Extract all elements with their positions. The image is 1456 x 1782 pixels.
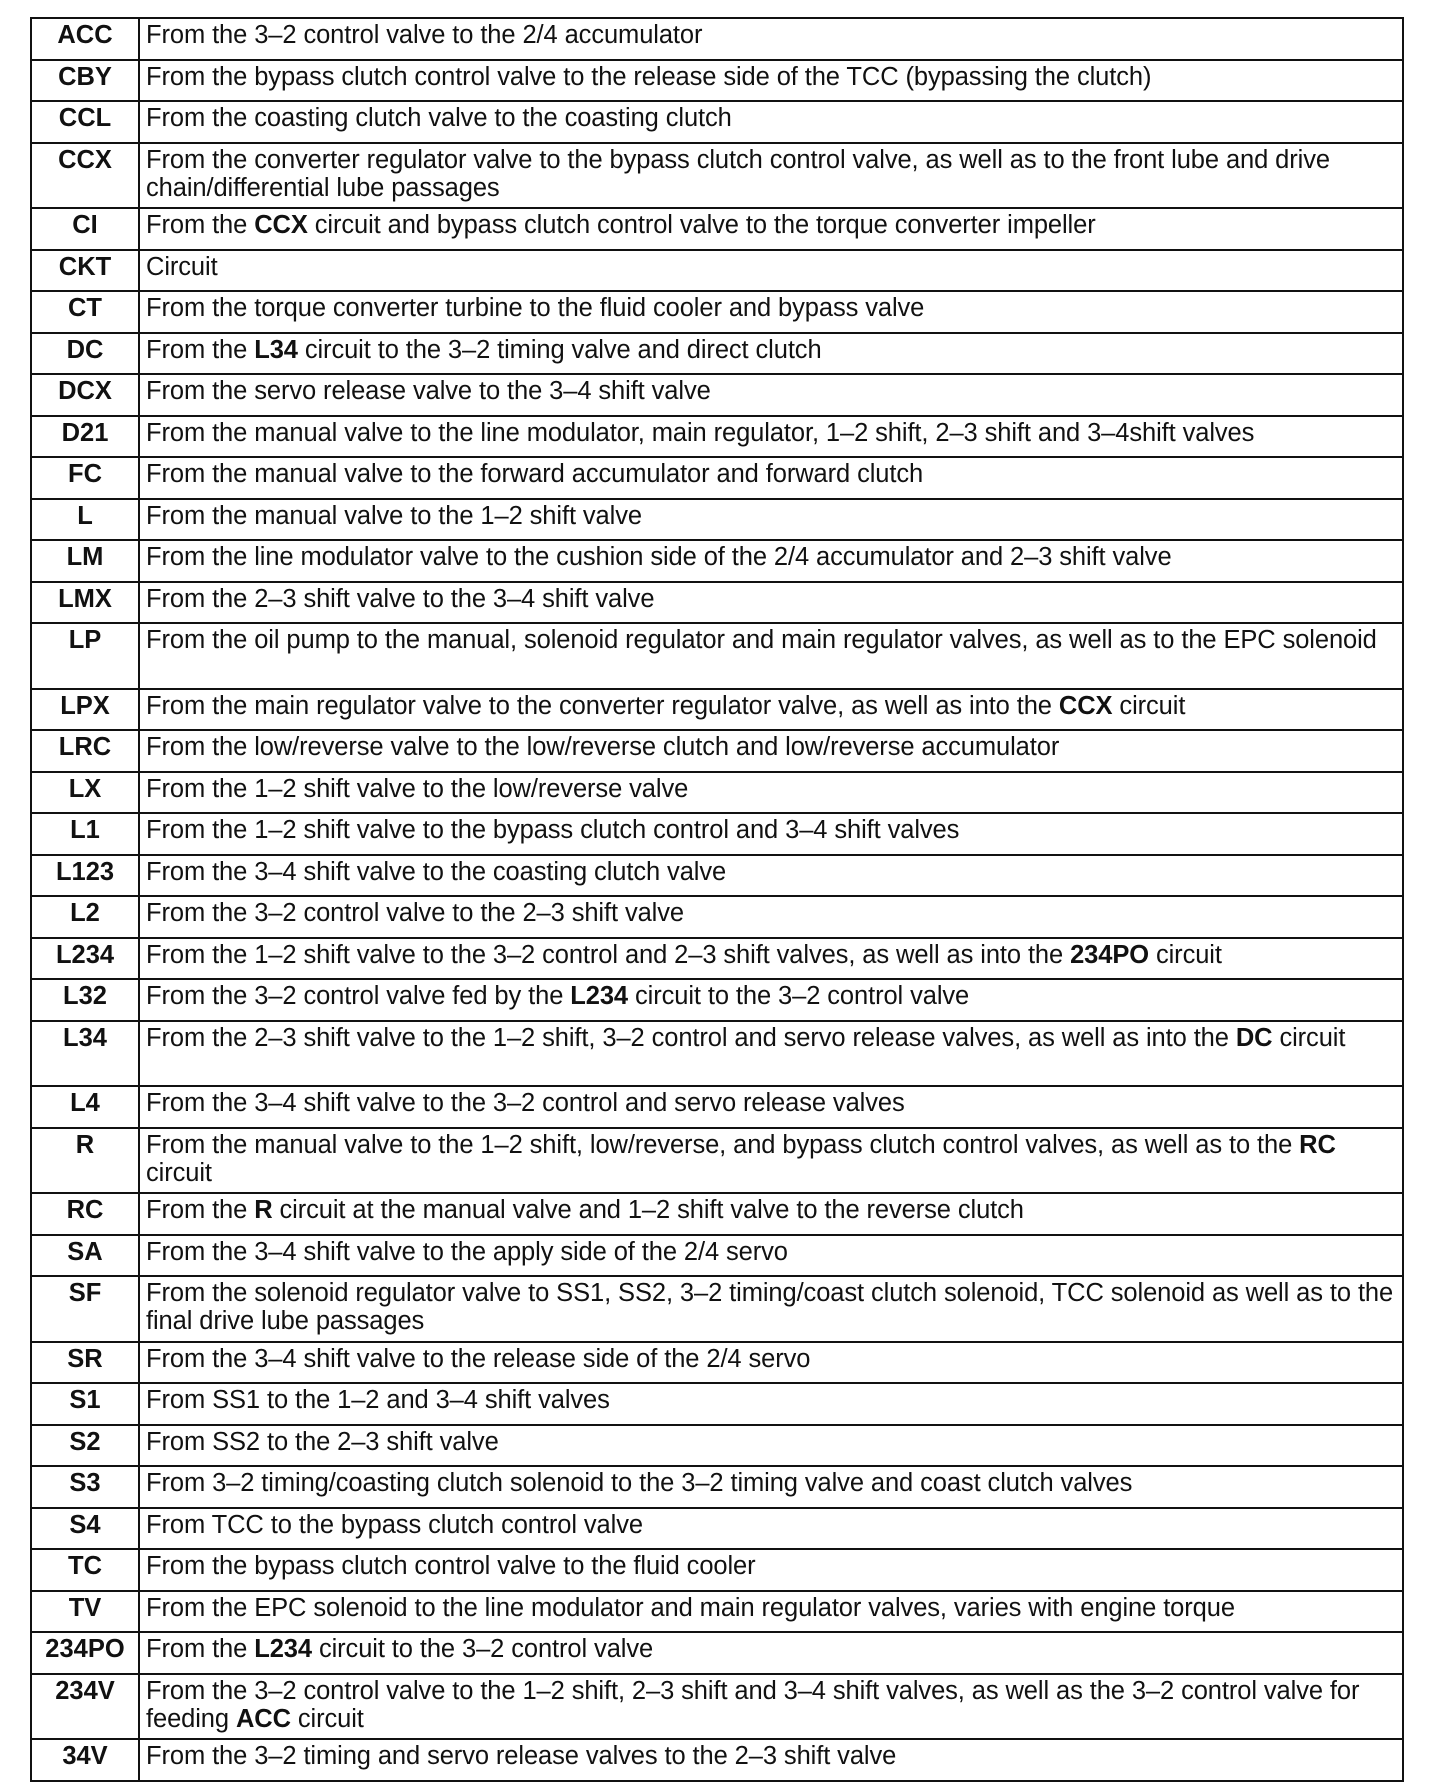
circuit-code: D21 <box>31 416 139 458</box>
table-row <box>31 1086 1403 1128</box>
circuit-description <box>139 291 1403 333</box>
circuit-description <box>139 1739 1403 1781</box>
circuit-description <box>139 333 1403 375</box>
circuit-code: CCL <box>31 101 139 143</box>
table-row <box>31 979 1403 1021</box>
abbreviation-table-container <box>30 17 1404 1782</box>
description-text: circuit <box>1272 1023 1346 1052</box>
circuit-code: SA <box>31 1235 139 1277</box>
circuit-description <box>139 855 1403 897</box>
table-row <box>31 1549 1403 1591</box>
bold-circuit-reference: ACC <box>235 1704 291 1733</box>
description-text: From the oil pump to the manual, solenoid regulator and main regulator valves, as well as to the EPC solenoid <box>146 626 1377 654</box>
description-text: From the bypass clutch control valve to the release side of the TCC (bypassing the clutch) <box>146 62 1152 91</box>
description-text: From the converter regulator valve to the bypass clutch control valve, as well as to the front lube and drive chain/differential lube passages <box>146 145 1330 202</box>
circuit-code: L <box>31 499 139 541</box>
circuit-code: L1 <box>31 813 139 855</box>
circuit-description <box>139 1021 1403 1087</box>
table-row <box>31 1508 1403 1550</box>
description-text: circuit <box>146 1158 212 1187</box>
description-text: From the <box>146 211 255 239</box>
table-row <box>31 250 1403 292</box>
circuit-description <box>139 60 1403 102</box>
description-text: From the bypass clutch control valve to the fluid cooler <box>146 1552 756 1580</box>
circuit-description <box>139 582 1403 624</box>
circuit-description <box>139 730 1403 772</box>
circuit-description <box>139 416 1403 458</box>
circuit-description <box>139 101 1403 143</box>
circuit-code: L4 <box>31 1086 139 1128</box>
table-row <box>31 1128 1403 1194</box>
bold-circuit-reference: L234 <box>254 1635 312 1663</box>
circuit-code: SR <box>31 1342 139 1384</box>
table-row <box>31 291 1403 333</box>
table-row <box>31 1021 1403 1087</box>
table-row <box>31 457 1403 499</box>
description-text: From the 3–2 control valve to the 2/4 accumulator <box>146 21 703 49</box>
circuit-description <box>139 250 1403 292</box>
table-row <box>31 499 1403 541</box>
circuit-description <box>139 1276 1403 1342</box>
circuit-description <box>139 1342 1403 1384</box>
table-row <box>31 1235 1403 1277</box>
circuit-code: DC <box>31 333 139 375</box>
table-row <box>31 1193 1403 1235</box>
circuit-code: S2 <box>31 1425 139 1467</box>
circuit-description <box>139 896 1403 938</box>
table-row <box>31 813 1403 855</box>
table-row <box>31 689 1403 731</box>
table-row <box>31 938 1403 980</box>
circuit-code: ACC <box>31 18 139 60</box>
description-text: From the line modulator valve to the cushion side of the 2/4 accumulator and 2–3 shift valve <box>146 543 1172 571</box>
circuit-description <box>139 1508 1403 1550</box>
table-row <box>31 1632 1403 1674</box>
description-text: circuit to the 3–2 control valve <box>311 1635 654 1663</box>
description-text: From the 3–2 control valve to the 2–3 shift valve <box>146 899 684 927</box>
circuit-description <box>139 938 1403 980</box>
description-text: From the <box>146 1635 255 1663</box>
circuit-code: L32 <box>31 979 139 1021</box>
circuit-description <box>139 1235 1403 1277</box>
description-text: From the coasting clutch valve to the coasting clutch <box>146 104 732 132</box>
circuit-code: CKT <box>31 250 139 292</box>
description-text: From the 2–3 shift valve to the 1–2 shift, 3–2 control and servo release valves, as well as into the <box>146 1023 1236 1052</box>
description-text: From the 3–2 control valve fed by the <box>146 982 571 1010</box>
circuit-code: 34V <box>31 1739 139 1781</box>
bold-circuit-reference: CCX <box>254 211 308 239</box>
description-text: From the 3–4 shift valve to the apply side of the 2/4 servo <box>146 1237 788 1266</box>
circuit-code: TV <box>31 1591 139 1633</box>
circuit-description <box>139 1591 1403 1633</box>
description-text: From the <box>146 335 255 364</box>
description-text: From the solenoid regulator valve to SS1, SS2, 3–2 timing/coast clutch solenoid, TCC solenoid as well as to the final drive lube passages <box>146 1279 1394 1335</box>
circuit-code: RC <box>31 1193 139 1235</box>
bold-circuit-reference: R <box>254 1196 273 1224</box>
description-text: circuit at the manual valve and 1–2 shift valve to the reverse clutch <box>272 1196 1024 1224</box>
description-text: From the manual valve to the 1–2 shift, low/reverse, and bypass clutch control valves, as well as to the <box>146 1130 1300 1159</box>
description-text: From SS2 to the 2–3 shift valve <box>146 1427 499 1456</box>
circuit-description <box>139 1674 1403 1740</box>
description-text: circuit <box>290 1704 364 1733</box>
circuit-description <box>139 623 1403 689</box>
description-text: From the low/reverse valve to the low/reverse clutch and low/reverse accumulator <box>146 733 1060 761</box>
circuit-description <box>139 208 1403 250</box>
description-text: From the 1–2 shift valve to the low/reverse valve <box>146 774 689 803</box>
circuit-description <box>139 1383 1403 1425</box>
circuit-abbreviation-table <box>30 17 1404 1782</box>
circuit-description <box>139 1549 1403 1591</box>
circuit-code: LPX <box>31 689 139 731</box>
description-text: From the 2–3 shift valve to the 3–4 shift valve <box>146 584 655 613</box>
circuit-code: L123 <box>31 855 139 897</box>
description-text: circuit to the 3–2 control valve <box>628 982 970 1010</box>
circuit-description <box>139 813 1403 855</box>
bold-circuit-reference: CCX <box>1058 691 1113 720</box>
description-text: From the manual valve to the forward accumulator and forward clutch <box>146 460 924 488</box>
description-text: From the EPC solenoid to the line modulator and main regulator valves, varies with engine torque <box>146 1593 1235 1622</box>
circuit-code: L234 <box>31 938 139 980</box>
circuit-code: R <box>31 1128 139 1194</box>
circuit-code: LX <box>31 772 139 814</box>
circuit-code: 234PO <box>31 1632 139 1674</box>
circuit-description <box>139 689 1403 731</box>
circuit-description <box>139 1632 1403 1674</box>
table-row <box>31 18 1403 60</box>
circuit-code: LM <box>31 540 139 582</box>
description-text: From the 1–2 shift valve to the 3–2 control and 2–3 shift valves, as well as into the <box>146 940 1071 969</box>
circuit-description <box>139 457 1403 499</box>
description-text: From the 1–2 shift valve to the bypass clutch control and 3–4 shift valves <box>146 816 960 844</box>
table-row <box>31 101 1403 143</box>
bold-circuit-reference: L234 <box>570 982 628 1010</box>
description-text: circuit <box>1148 940 1222 969</box>
circuit-code: CBY <box>31 60 139 102</box>
circuit-code: TC <box>31 1549 139 1591</box>
table-row <box>31 1466 1403 1508</box>
table-row <box>31 1739 1403 1781</box>
description-text: From the main regulator valve to the converter regulator valve, as well as into the <box>146 691 1059 720</box>
description-text: circuit <box>1112 691 1186 720</box>
circuit-code: L34 <box>31 1021 139 1087</box>
circuit-code: CCX <box>31 143 139 209</box>
circuit-description <box>139 18 1403 60</box>
table-row <box>31 1425 1403 1467</box>
circuit-description <box>139 1086 1403 1128</box>
circuit-code: S4 <box>31 1508 139 1550</box>
table-row <box>31 623 1403 689</box>
table-row <box>31 855 1403 897</box>
table-row <box>31 540 1403 582</box>
circuit-code: LP <box>31 623 139 689</box>
circuit-code: FC <box>31 457 139 499</box>
table-row <box>31 1674 1403 1740</box>
circuit-code: LMX <box>31 582 139 624</box>
circuit-description <box>139 1425 1403 1467</box>
table-row <box>31 374 1403 416</box>
circuit-description <box>139 979 1403 1021</box>
description-text: From SS1 to the 1–2 and 3–4 shift valves <box>146 1386 610 1414</box>
table-row <box>31 1342 1403 1384</box>
table-row <box>31 582 1403 624</box>
bold-circuit-reference: L34 <box>254 335 298 364</box>
table-row <box>31 333 1403 375</box>
circuit-description <box>139 374 1403 416</box>
table-row <box>31 143 1403 209</box>
table-row <box>31 896 1403 938</box>
description-text: From the 3–2 timing and servo release valves to the 2–3 shift valve <box>146 1742 897 1770</box>
description-text: From the servo release valve to the 3–4 shift valve <box>146 377 711 405</box>
description-text: From the <box>146 1196 255 1224</box>
description-text: From the 3–4 shift valve to the coasting clutch valve <box>146 857 727 886</box>
circuit-description <box>139 499 1403 541</box>
circuit-description <box>139 1466 1403 1508</box>
circuit-description <box>139 772 1403 814</box>
description-text: From the 3–4 shift valve to the release side of the 2/4 servo <box>146 1344 811 1373</box>
table-row <box>31 208 1403 250</box>
circuit-description <box>139 1193 1403 1235</box>
table-body <box>31 18 1403 1781</box>
circuit-code: S3 <box>31 1466 139 1508</box>
description-text: From 3–2 timing/coasting clutch solenoid to the 3–2 timing valve and coast clutch valves <box>146 1469 1133 1497</box>
table-row <box>31 416 1403 458</box>
description-text: From the torque converter turbine to the fluid cooler and bypass valve <box>146 294 925 322</box>
description-text: From the manual valve to the 1–2 shift valve <box>146 501 642 530</box>
circuit-code: CI <box>31 208 139 250</box>
description-text: Circuit <box>146 252 218 281</box>
table-row <box>31 1276 1403 1342</box>
table-row <box>31 730 1403 772</box>
circuit-code: 234V <box>31 1674 139 1740</box>
description-text: circuit to the 3–2 timing valve and direct clutch <box>297 335 822 364</box>
circuit-code: CT <box>31 291 139 333</box>
bold-circuit-reference: RC <box>1299 1130 1336 1159</box>
circuit-code: L2 <box>31 896 139 938</box>
circuit-code: LRC <box>31 730 139 772</box>
table-row <box>31 60 1403 102</box>
description-text: circuit and bypass clutch control valve to the torque converter impeller <box>307 211 1096 239</box>
description-text: From TCC to the bypass clutch control valve <box>146 1510 643 1539</box>
circuit-description <box>139 143 1403 209</box>
circuit-code: SF <box>31 1276 139 1342</box>
table-row <box>31 772 1403 814</box>
circuit-description <box>139 1128 1403 1194</box>
table-row <box>31 1591 1403 1633</box>
description-text: From the 3–4 shift valve to the 3–2 control and servo release valves <box>146 1089 905 1117</box>
description-text: From the manual valve to the line modulator, main regulator, 1–2 shift, 2–3 shift and 3–4shift valves <box>146 418 1255 447</box>
bold-circuit-reference: 234PO <box>1070 940 1149 969</box>
bold-circuit-reference: DC <box>1235 1023 1273 1052</box>
circuit-code: S1 <box>31 1383 139 1425</box>
description-text: From the 3–2 control valve to the 1–2 shift, 2–3 shift and 3–4 shift valves, as well as the 3–2 control valve for feeding <box>146 1676 1360 1733</box>
table-row <box>31 1383 1403 1425</box>
circuit-code: DCX <box>31 374 139 416</box>
circuit-description <box>139 540 1403 582</box>
